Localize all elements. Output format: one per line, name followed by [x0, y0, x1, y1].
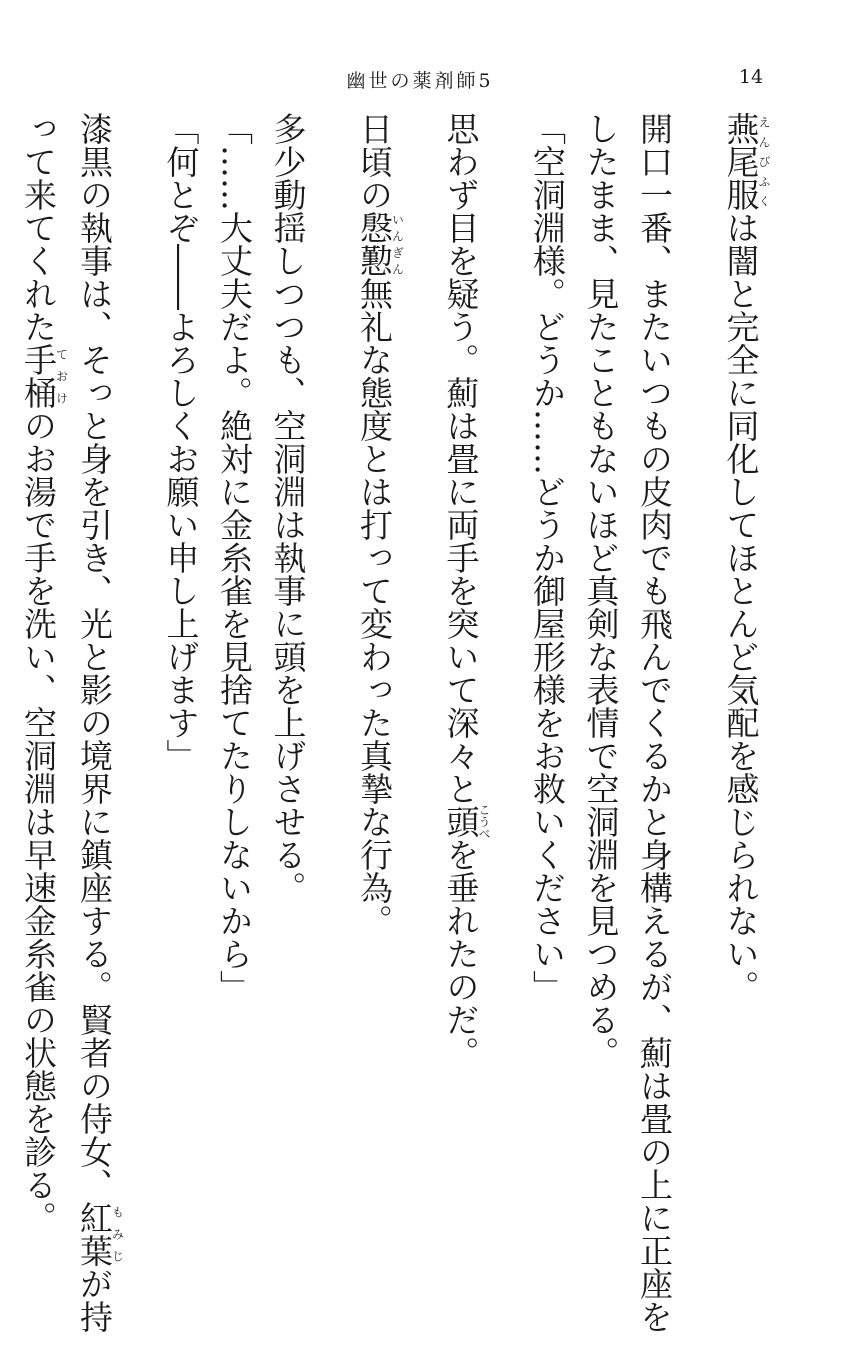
text-segment: 「空洞淵様。どうか……どうか御屋形様をお救いください」: [528, 112, 567, 1003]
page-number: 14: [738, 66, 764, 88]
text-segment: が持: [75, 1267, 114, 1333]
running-header-title: 幽世の薬剤師5: [346, 70, 494, 92]
text-line: [714, 112, 770, 1132]
ruby-reading: こうべ: [477, 803, 491, 840]
ruby-reading: えんびふく: [757, 112, 771, 211]
text-segment: 漆黒の執事は、そっと身を引き、光と影の境界に鎮座する。賢者の侍女、: [75, 112, 114, 1201]
text-line: [0, 112, 12, 1132]
text-line: [348, 112, 435, 1132]
ruby-reading: もみじ: [110, 1201, 125, 1267]
text-line: [574, 112, 628, 1132]
text-segment: を垂れたのだ。: [441, 838, 481, 1069]
ruby-annotation: [441, 803, 491, 840]
text-line: [521, 112, 575, 1132]
text-line: [68, 112, 155, 1333]
text-segment: したまま、見たこともないほど真剣な表情で空洞淵を見つめる。: [581, 112, 621, 1069]
ruby-reading: いんぎん: [390, 211, 405, 277]
ruby-base: 慇懃: [355, 211, 394, 277]
text-line: [628, 112, 715, 1333]
text-segment: のお湯で手を洗い、空洞淵は早速金糸雀の状態を診る。: [19, 409, 58, 1234]
text-line: [261, 112, 348, 1132]
text-segment: 思わず目を疑う。薊は畳に両手を突いて深々と: [441, 112, 481, 805]
ruby-annotation: [721, 112, 771, 211]
ruby-annotation: [355, 211, 405, 277]
text-segment: 日頃の: [355, 112, 394, 211]
text-line: [208, 112, 262, 1132]
text-segment: 「……大丈夫だよ。絶対に金糸雀を見捨てたりしないから」: [215, 112, 254, 1003]
text-segment: って来てくれた: [19, 112, 58, 343]
ruby-base: 手桶: [19, 343, 58, 409]
ruby-base: 紅葉: [75, 1201, 114, 1267]
ruby-annotation: [75, 1201, 125, 1267]
text-line: [154, 112, 208, 1132]
text-line: [12, 112, 69, 1234]
ruby-base: 燕尾服: [721, 112, 761, 211]
text-segment: は闇と完全に同化してほとんど気配を感じられない。: [721, 211, 761, 1003]
text-segment: 「何とぞ――よろしくお願い申し上げます」: [161, 112, 201, 772]
text-segment: 多少動揺しつつも、空洞淵は執事に頭を上げさせる。: [268, 112, 308, 904]
ruby-annotation: [19, 343, 69, 409]
ruby-base: 頭: [441, 803, 481, 840]
text-line: [434, 112, 521, 1132]
text-segment: 無礼な態度とは打って変わった真摯な行為。: [355, 277, 394, 937]
vertical-body-text: [19, 112, 771, 1333]
text-segment: 開口一番、またいつもの皮肉でも飛んでくるかと身構えるが、薊は畳の上に正座を: [635, 112, 674, 1333]
ruby-reading: ておけ: [54, 343, 69, 409]
